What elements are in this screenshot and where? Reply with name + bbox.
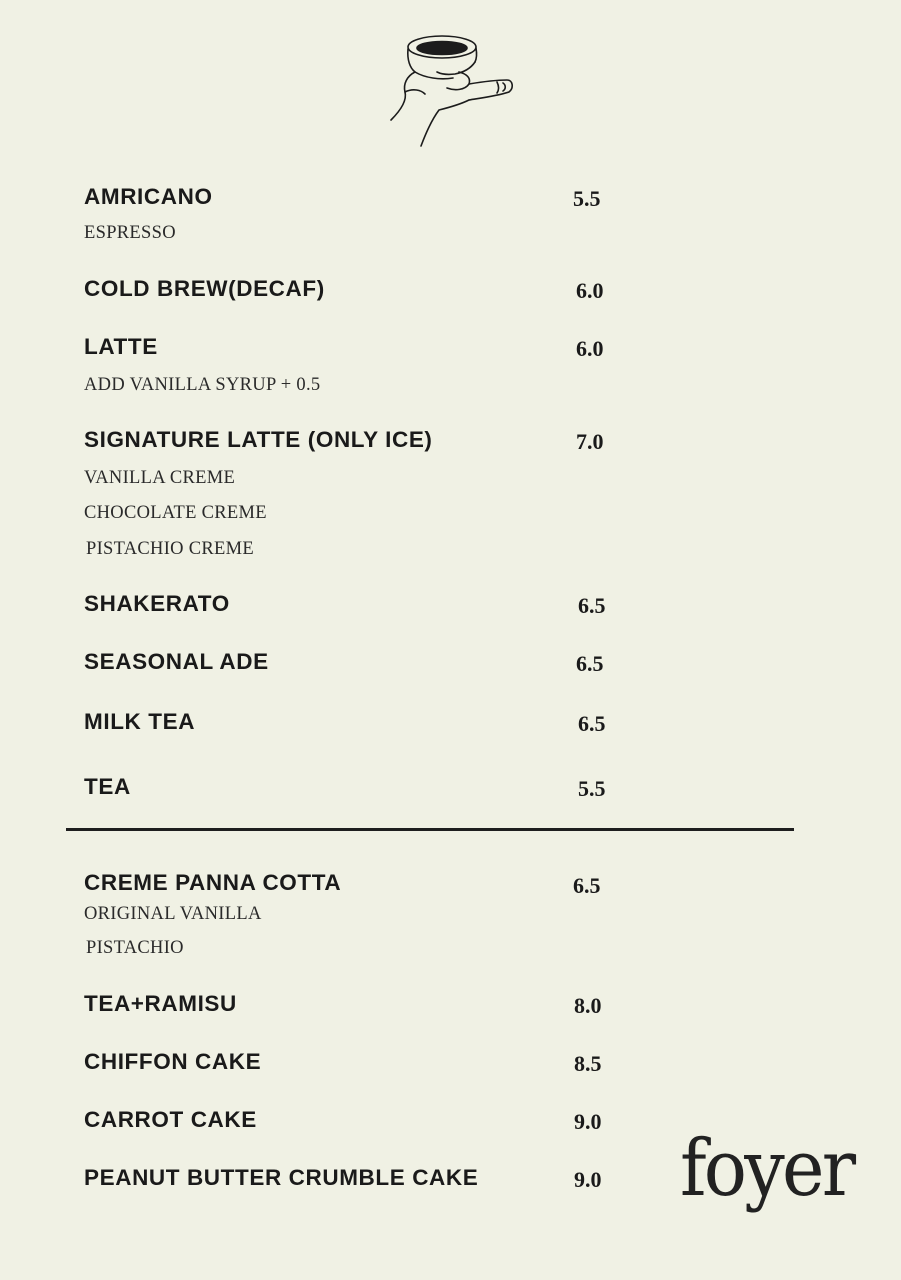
menu-item-chiffon-cake-name: CHIFFON CAKE <box>84 1049 262 1074</box>
menu-option-vanilla-creme: VANILLA CREME <box>84 468 236 488</box>
menu-item-tea-price: 5.5 <box>578 776 606 801</box>
menu-item-signature-latte-name: SIGNATURE LATTE (ONLY ICE) <box>84 427 433 452</box>
menu-item-carrot-cake-name: CARROT CAKE <box>84 1107 257 1132</box>
menu-item-shakerato-price: 6.5 <box>578 593 606 618</box>
brand-logo: foyer <box>680 1124 854 1214</box>
menu-item-cold-brew-price: 6.0 <box>576 278 604 303</box>
menu-option-original-vanilla: ORIGINAL VANILLA <box>84 904 262 924</box>
menu-item-milk-tea-price: 6.5 <box>578 711 606 736</box>
menu-item-carrot-cake-price: 9.0 <box>574 1109 602 1134</box>
menu-item-seasonal-ade-name: SEASONAL ADE <box>84 649 269 674</box>
menu-item-signature-latte-price: 7.0 <box>576 429 604 454</box>
menu-item-shakerato-name: SHAKERATO <box>84 591 230 616</box>
menu-option-pistachio-creme: PISTACHIO CREME <box>86 539 254 559</box>
menu-item-chiffon-cake-price: 8.5 <box>574 1051 602 1076</box>
menu-option-chocolate-creme: CHOCOLATE CREME <box>84 503 267 523</box>
menu-option-pistachio: PISTACHIO <box>86 938 184 958</box>
menu-item-seasonal-ade-price: 6.5 <box>576 651 604 676</box>
menu-item-panna-cotta-price: 6.5 <box>573 873 601 898</box>
section-divider <box>66 828 794 831</box>
menu-item-latte-name: LATTE <box>84 334 158 359</box>
hand-holding-cup-icon <box>385 28 520 153</box>
menu-item-cold-brew-name: COLD BREW(DECAF) <box>84 276 325 301</box>
menu-item-americano-price: 5.5 <box>573 186 601 211</box>
menu-option-espresso: ESPRESSO <box>84 223 176 243</box>
menu-item-peanut-butter-cake-price: 9.0 <box>574 1167 602 1192</box>
menu-item-tearamisu-price: 8.0 <box>574 993 602 1018</box>
menu-item-peanut-butter-cake-name: PEANUT BUTTER CRUMBLE CAKE <box>84 1165 479 1190</box>
menu-item-americano-name: AMRICANO <box>84 184 213 209</box>
menu-item-milk-tea-name: MILK TEA <box>84 709 196 734</box>
menu-item-tea-name: TEA <box>84 774 131 799</box>
menu-item-panna-cotta-name: CREME PANNA COTTA <box>84 870 342 895</box>
menu-item-latte-price: 6.0 <box>576 336 604 361</box>
menu-option-vanilla-syrup: ADD VANILLA SYRUP + 0.5 <box>84 375 321 395</box>
menu-item-tearamisu-name: TEA+RAMISU <box>84 991 237 1016</box>
